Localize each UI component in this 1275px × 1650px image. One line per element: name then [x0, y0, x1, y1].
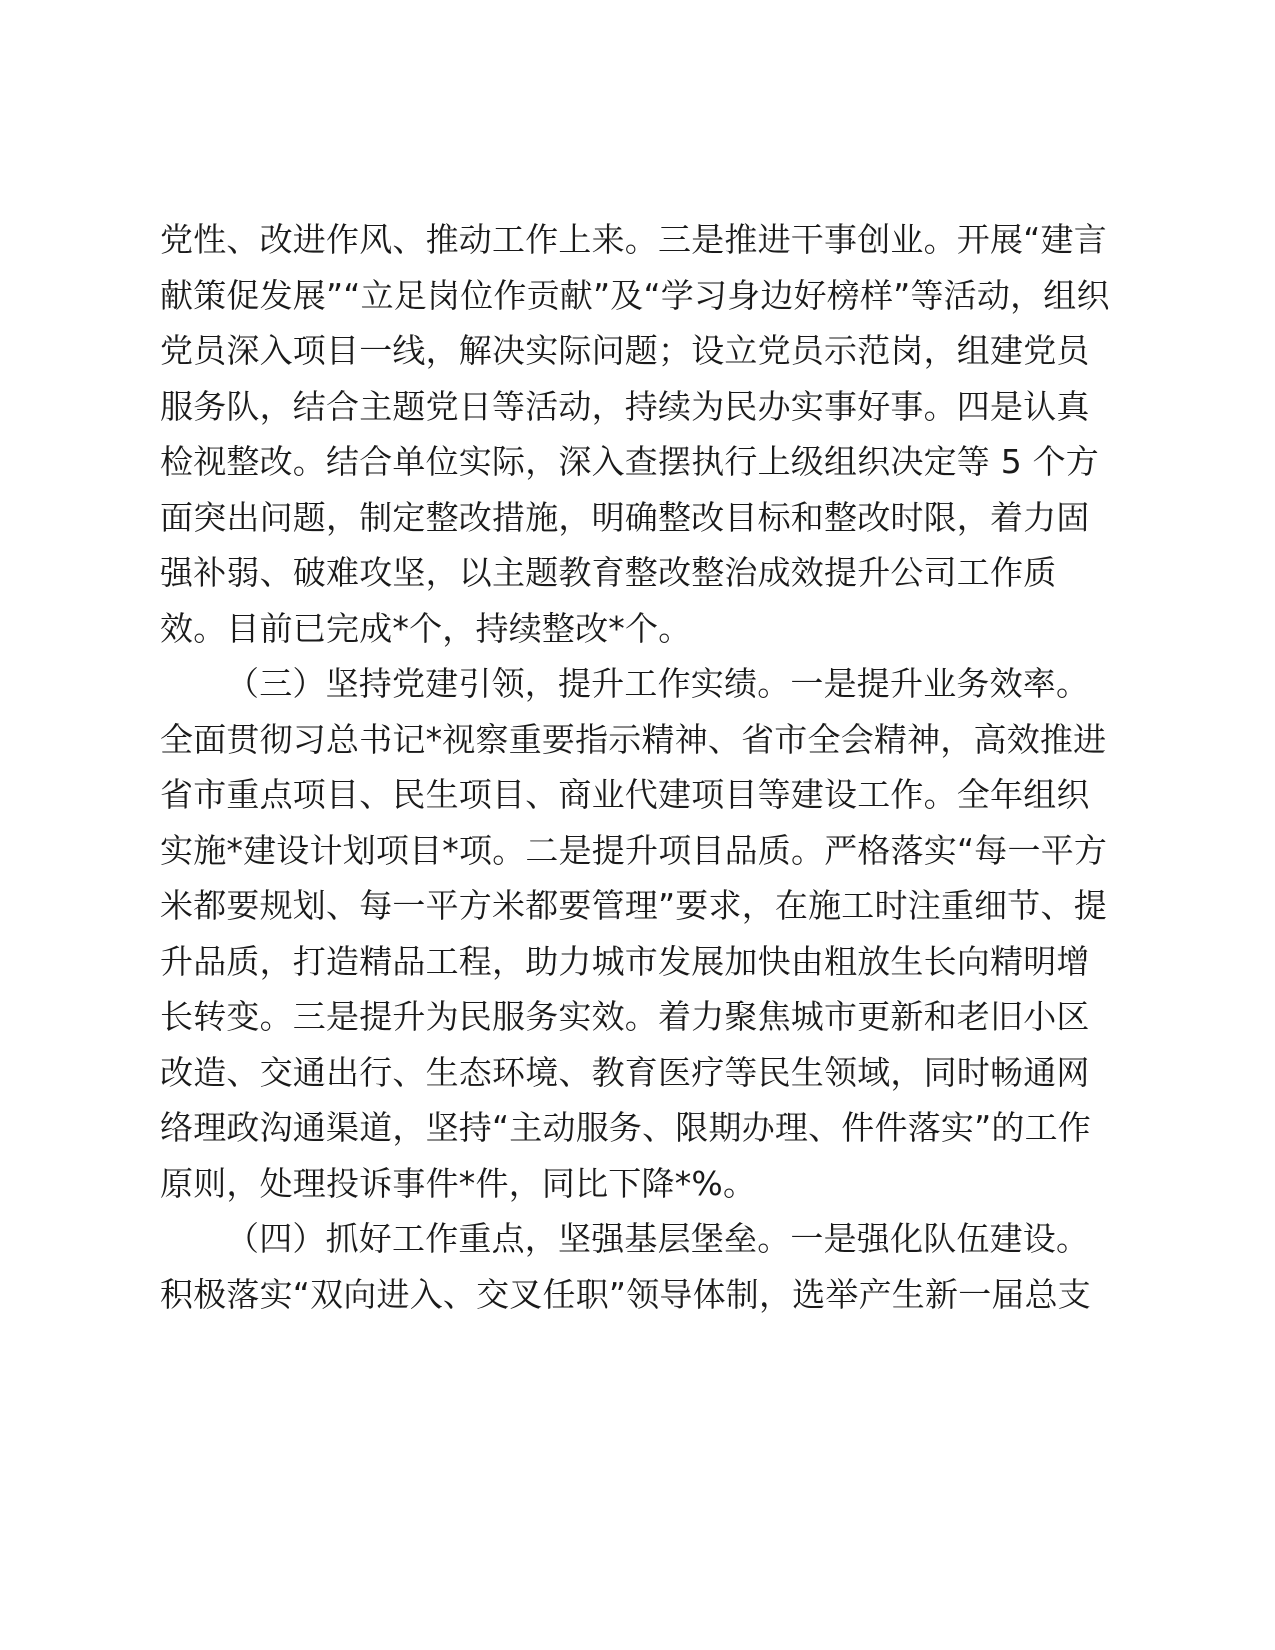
text-line: 献策促发展”“立足岗位作贡献”及“学习身边好榜样”等活动，组织	[160, 275, 1110, 315]
document-body	[160, 212, 1120, 1322]
text-line: 升品质，打造精品工程，助力城市发展加快由粗放生长向精明增	[160, 941, 1090, 981]
text-line: 检视整改。结合单位实际，深入查摆执行上级组织决定等 5 个方	[160, 442, 1099, 481]
text-line: 全面贯彻习总书记*视察重要指示精神、省市全会精神，高效推进	[160, 719, 1107, 759]
text-line: 络理政沟通渠道，坚持“主动服务、限期办理、件件落实”的工作	[160, 1108, 1091, 1147]
text-line: 党性、改进作风、推动工作上来。三是推进干事创业。开展“建言	[160, 220, 1107, 259]
text-line: 面突出问题，制定整改措施，明确整改目标和整改时限，着力固	[160, 497, 1090, 537]
section-heading-line: （三）坚持党建引领，提升工作实绩。一是提升业务效率。	[226, 664, 1090, 703]
section-heading-line: （四）抓好工作重点，坚强基层堡垒。一是强化队伍建设。	[226, 1219, 1090, 1258]
text-line: 省市重点项目、民生项目、商业代建项目等建设工作。全年组织	[160, 775, 1090, 814]
text-line: 米都要规划、每一平方米都要管理”要求，在施工时注重细节、提	[160, 886, 1107, 925]
text-line: 效。目前已完成*个，持续整改*个。	[160, 608, 692, 648]
text-line: 积极落实“双向进入、交叉任职”领导体制，选举产生新一届总支	[160, 1274, 1091, 1314]
text-line: 强补弱、破难攻坚，以主题教育整改整治成效提升公司工作质	[160, 553, 1057, 592]
text-line: 原则，处理投诉事件*件，同比下降*%。	[160, 1163, 757, 1203]
text-line: 党员深入项目一线，解决实际问题；设立党员示范岗，组建党员	[160, 331, 1090, 370]
text-line: 长转变。三是提升为民服务实效。着力聚焦城市更新和老旧小区	[160, 997, 1090, 1036]
text-line: 服务队，结合主题党日等活动，持续为民办实事好事。四是认真	[160, 386, 1090, 426]
text-line: 改造、交通出行、生态环境、教育医疗等民生领域，同时畅通网	[160, 1052, 1090, 1092]
text-line: 实施*建设计划项目*项。二是提升项目品质。严格落实“每一平方	[160, 830, 1108, 870]
